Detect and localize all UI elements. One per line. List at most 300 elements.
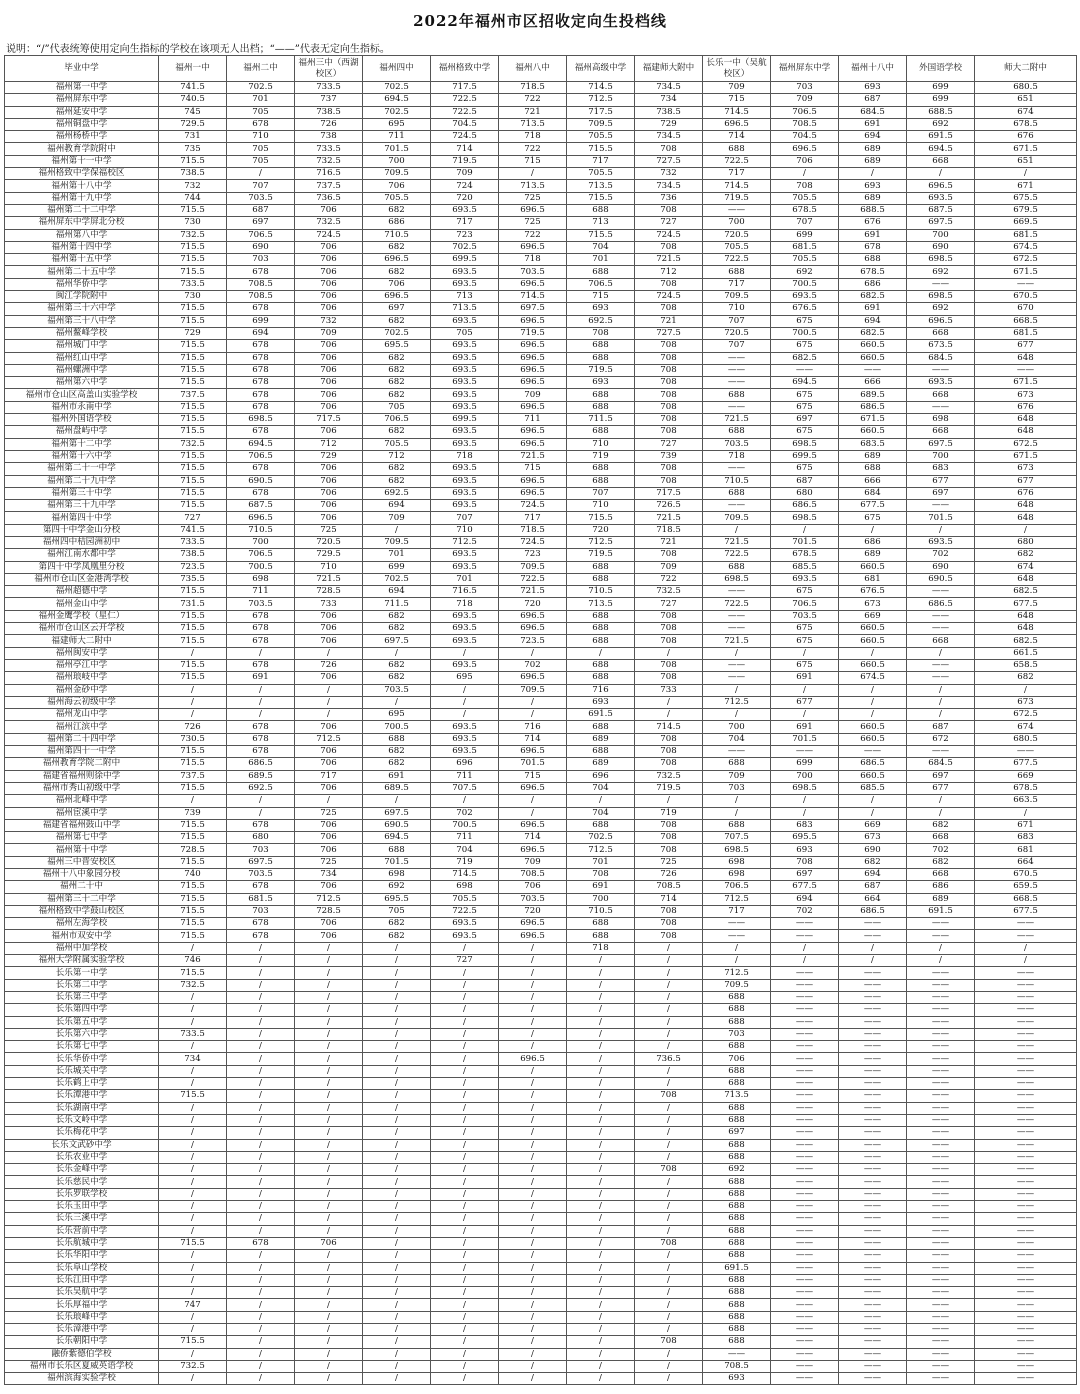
score-cell: 673 [839,832,907,844]
score-cell: 706 [295,426,363,438]
school-name-cell: 福州屏东中学 [5,94,159,106]
score-cell: / [499,1004,567,1016]
score-cell: 708 [635,758,703,770]
score-cell: —— [839,1176,907,1188]
score-cell: 705 [431,327,499,339]
school-name-cell: 福州海云初级中学 [5,696,159,708]
score-cell: / [975,684,1077,696]
score-cell: 693.5 [431,487,499,499]
score-cell: 708 [635,918,703,930]
score-cell: / [227,1311,295,1323]
score-cell: 663.5 [975,795,1077,807]
score-cell: 678 [227,340,295,352]
score-cell: / [295,1065,363,1077]
score-cell: / [363,1250,431,1262]
score-cell: —— [907,1225,975,1237]
score-cell: / [771,942,839,954]
score-cell: 688 [703,991,771,1003]
score-cell: —— [771,1237,839,1249]
score-cell: —— [907,1139,975,1151]
score-cell: 705 [227,106,295,118]
score-cell: / [567,955,635,967]
score-cell: 711 [363,131,431,143]
score-cell: 693.5 [907,377,975,389]
score-cell: / [431,795,499,807]
score-cell: 715.5 [159,315,227,327]
score-cell: 671 [975,180,1077,192]
score-cell: 703.5 [703,438,771,450]
score-cell: 708 [635,426,703,438]
score-cell: / [363,1201,431,1213]
header-target-school: 福州一中 [159,56,227,82]
score-cell: 732.5 [295,217,363,229]
score-cell: / [635,1028,703,1040]
score-cell: 688 [703,143,771,155]
score-cell: 714 [431,143,499,155]
school-name-cell: 福州第四十中学 [5,512,159,524]
score-cell: 682 [363,930,431,942]
score-cell: / [363,1373,431,1385]
score-cell: 696.5 [499,918,567,930]
score-cell: 711.5 [567,414,635,426]
table-row [5,1262,1077,1274]
score-cell: / [499,647,567,659]
score-cell: 669 [975,770,1077,782]
score-cell: 715 [567,291,635,303]
score-cell: 700 [703,217,771,229]
score-cell: 715.5 [159,893,227,905]
score-cell: 688 [703,1201,771,1213]
score-cell: 693.5 [431,918,499,930]
score-cell: —— [771,1139,839,1151]
score-cell: 695 [363,118,431,130]
score-cell: —— [771,1336,839,1348]
table-row [5,1225,1077,1237]
score-cell: / [159,942,227,954]
score-cell: —— [771,746,839,758]
score-cell: / [295,1004,363,1016]
score-cell: 719.5 [703,192,771,204]
score-cell: / [295,1250,363,1262]
table-row [5,1090,1077,1102]
score-cell: / [499,1188,567,1200]
score-cell: / [499,1373,567,1385]
score-cell: —— [839,1373,907,1385]
score-cell: 708 [635,746,703,758]
score-cell: 706.5 [227,229,295,241]
score-cell: 690 [907,561,975,573]
score-cell: 705 [363,401,431,413]
score-cell: 695.5 [363,893,431,905]
score-cell: 714 [703,131,771,143]
score-cell: —— [771,1188,839,1200]
score-cell: 703 [771,82,839,94]
score-cell: 738.5 [295,106,363,118]
score-cell: —— [975,1336,1077,1348]
score-cell: 678 [227,1237,295,1249]
score-cell: 732 [295,315,363,327]
score-cell: —— [975,1028,1077,1040]
score-cell: / [295,1213,363,1225]
score-cell: / [363,1090,431,1102]
table-row [5,1336,1077,1348]
score-cell: 689 [567,758,635,770]
score-cell: 677.5 [975,905,1077,917]
table-row [5,561,1077,573]
score-cell: 678 [227,930,295,942]
score-cell: / [431,1078,499,1090]
score-cell: 682 [839,856,907,868]
score-cell: 677 [771,696,839,708]
school-name-cell: 长乐农业中学 [5,1151,159,1163]
score-cell: / [499,955,567,967]
table-row [5,586,1077,598]
score-cell: / [363,1213,431,1225]
score-cell: 684.5 [907,352,975,364]
score-cell: 675 [771,426,839,438]
score-cell: 708 [635,364,703,376]
score-cell: / [431,1299,499,1311]
table-row [5,536,1077,548]
score-cell: 706 [295,401,363,413]
score-cell: 732.5 [159,1360,227,1372]
score-cell: 729.5 [159,118,227,130]
table-row [5,1176,1077,1188]
score-cell: / [227,168,295,180]
score-cell: —— [839,364,907,376]
score-cell: 715.5 [159,377,227,389]
school-name-cell: 福州第一中学 [5,82,159,94]
score-cell: 687 [839,94,907,106]
score-cell: 708 [635,930,703,942]
score-cell: 696.5 [499,672,567,684]
score-cell: 721.5 [703,635,771,647]
score-cell: 676 [975,131,1077,143]
score-cell: 726 [159,721,227,733]
score-cell: / [227,807,295,819]
table-row [5,979,1077,991]
score-cell: —— [771,1225,839,1237]
score-cell: 717 [567,155,635,167]
score-cell: 708 [635,549,703,561]
score-cell: 705 [363,905,431,917]
score-cell: 678 [227,635,295,647]
score-cell: 711 [499,414,567,426]
score-cell: / [295,1299,363,1311]
score-cell: —— [839,1114,907,1126]
score-cell: / [567,1213,635,1225]
score-cell: / [295,1323,363,1335]
score-cell: 708 [635,1164,703,1176]
score-cell: 660.5 [839,340,907,352]
score-cell: 715.5 [159,254,227,266]
score-cell: 688 [567,340,635,352]
score-cell: / [499,1274,567,1286]
score-cell: 705.5 [363,192,431,204]
score-cell: —— [975,930,1077,942]
score-cell: 682 [363,918,431,930]
score-cell: / [499,1139,567,1151]
score-cell: / [431,684,499,696]
score-cell: 686.5 [771,500,839,512]
score-cell: / [635,1323,703,1335]
score-cell: 696.5 [499,623,567,635]
score-cell: 744 [159,192,227,204]
score-cell: 709 [499,389,567,401]
score-cell: 708 [635,905,703,917]
score-cell: 721.5 [499,586,567,598]
score-cell: —— [771,1287,839,1299]
score-cell: 696.5 [499,1053,567,1065]
score-cell: 708 [635,659,703,671]
score-cell: / [635,696,703,708]
score-cell: 683 [907,463,975,475]
score-cell: 678 [227,659,295,671]
score-cell: 701.5 [499,758,567,770]
score-cell: / [159,1176,227,1188]
score-cell: / [431,1188,499,1200]
score-cell: 708 [635,303,703,315]
table-row [5,1237,1077,1249]
score-cell: —— [907,1336,975,1348]
score-cell: 715.5 [159,1237,227,1249]
score-cell: / [363,1274,431,1286]
score-cell: 713.5 [499,118,567,130]
school-name-cell: 福州第十四中学 [5,241,159,253]
score-cell: / [635,1201,703,1213]
score-cell: 724 [431,180,499,192]
score-cell: 728.5 [295,905,363,917]
score-cell: / [431,1053,499,1065]
school-name-cell: 长乐阜山学校 [5,1262,159,1274]
score-cell: / [363,1360,431,1372]
score-cell: 680.5 [975,82,1077,94]
score-cell: —— [975,1164,1077,1176]
score-cell: —— [907,1078,975,1090]
score-cell: 710.5 [703,475,771,487]
score-cell: / [567,1127,635,1139]
score-cell: 737.5 [159,770,227,782]
score-cell: 732.5 [635,770,703,782]
score-cell: 699 [771,758,839,770]
score-cell: 702 [431,807,499,819]
score-cell: / [635,1262,703,1274]
score-cell: 688 [703,1004,771,1016]
score-cell: 688 [839,254,907,266]
score-cell: 709 [431,168,499,180]
score-cell: —— [975,1114,1077,1126]
score-cell: —— [839,1127,907,1139]
table-body [5,82,1077,1385]
score-cell: / [567,1176,635,1188]
score-cell: / [431,979,499,991]
score-cell: 705.5 [771,254,839,266]
score-cell: 721.5 [295,573,363,585]
score-cell: / [839,795,907,807]
score-cell: / [159,1065,227,1077]
score-cell: 692 [907,303,975,315]
score-cell: 700 [907,450,975,462]
school-name-cell: 长乐第七中学 [5,1041,159,1053]
score-cell: / [295,1373,363,1385]
score-cell: —— [771,1213,839,1225]
score-cell: / [499,991,567,1003]
table-row [5,856,1077,868]
table-row [5,733,1077,745]
score-cell: 695 [363,709,431,721]
header-target-school: 长乐一中（吴航校区） [703,56,771,82]
score-cell: —— [907,1237,975,1249]
score-cell: 729.5 [295,549,363,561]
score-cell: 722 [499,94,567,106]
score-cell: 660.5 [839,561,907,573]
score-cell: 699 [227,315,295,327]
score-cell: 732.5 [159,438,227,450]
score-cell: / [567,1237,635,1249]
score-cell: / [363,1041,431,1053]
score-cell: 747 [159,1299,227,1311]
school-name-cell: 长乐第六中学 [5,1028,159,1040]
score-cell: / [227,1213,295,1225]
score-cell: / [295,795,363,807]
score-cell: / [567,1114,635,1126]
score-cell: 706 [295,278,363,290]
score-cell: 715.5 [159,905,227,917]
table-row [5,1201,1077,1213]
score-cell: 706 [295,782,363,794]
table-row [5,869,1077,881]
score-cell: 676 [975,401,1077,413]
score-cell: 694.5 [227,438,295,450]
score-cell: 669 [839,610,907,622]
score-cell: 721.5 [635,254,703,266]
score-cell: 714.5 [431,869,499,881]
school-name-cell: 福州滨海实验学校 [5,1373,159,1385]
score-cell: 699 [907,94,975,106]
score-cell: 672.5 [975,438,1077,450]
score-cell: 703.5 [227,869,295,881]
score-cell: 690 [839,844,907,856]
score-cell: 688 [567,204,635,216]
score-cell: 682 [363,204,431,216]
score-cell: —— [907,1114,975,1126]
score-cell: / [431,1151,499,1163]
score-cell: / [431,1090,499,1102]
table-row [5,1360,1077,1372]
score-cell: 688 [567,930,635,942]
score-cell: 720 [567,524,635,536]
score-cell: 686 [839,536,907,548]
score-cell: 698 [907,414,975,426]
table-row [5,573,1077,585]
score-cell: 710 [567,500,635,512]
score-cell: 683 [975,832,1077,844]
score-cell: 691 [839,229,907,241]
score-cell: —— [839,1348,907,1360]
score-cell: / [363,1225,431,1237]
score-cell: —— [771,1311,839,1323]
score-cell: 673.5 [907,340,975,352]
score-cell: / [567,1348,635,1360]
score-cell: 706 [295,340,363,352]
score-cell: 708 [635,1336,703,1348]
score-cell: 708 [635,278,703,290]
score-cell: 730.5 [159,733,227,745]
score-cell: 683.5 [839,438,907,450]
score-cell: / [635,1102,703,1114]
score-cell: 738.5 [159,168,227,180]
score-cell: / [295,1311,363,1323]
score-cell: / [295,967,363,979]
score-cell: 708.5 [227,278,295,290]
score-cell: 730 [159,291,227,303]
score-cell: 682 [363,315,431,327]
score-cell: 700.5 [363,721,431,733]
score-cell: / [567,1311,635,1323]
school-name-cell: 福州第三十六中学 [5,303,159,315]
score-cell: / [431,1139,499,1151]
score-cell: 717 [295,770,363,782]
score-cell: 733.5 [295,82,363,94]
score-cell: —— [839,1164,907,1176]
score-cell: 736.5 [635,1053,703,1065]
score-cell: / [567,1287,635,1299]
table-row [5,426,1077,438]
score-cell: 660.5 [839,623,907,635]
score-cell: 725 [295,524,363,536]
score-cell: / [363,1016,431,1028]
score-cell: 688 [703,1176,771,1188]
score-cell: 724.5 [635,229,703,241]
score-cell: —— [975,1127,1077,1139]
score-cell: / [431,1176,499,1188]
score-cell: 688 [567,672,635,684]
header-target-school: 福建师大附中 [635,56,703,82]
school-name-cell: 福州江滨中学 [5,721,159,733]
score-cell: / [431,1127,499,1139]
table-row [5,463,1077,475]
score-cell: —— [907,672,975,684]
score-cell: 715.5 [159,610,227,622]
score-cell: —— [907,1348,975,1360]
school-name-cell: 福州第十一中学 [5,155,159,167]
score-cell: 675 [771,389,839,401]
score-cell: —— [703,377,771,389]
score-cell: 688 [703,561,771,573]
score-cell: 693 [771,844,839,856]
score-cell: 691.5 [703,1262,771,1274]
score-cell: 688 [567,659,635,671]
score-cell: / [431,1348,499,1360]
score-cell: 706 [295,672,363,684]
score-cell: 670.5 [975,291,1077,303]
score-cell: 703.5 [227,598,295,610]
score-cell: 715.5 [159,450,227,462]
school-name-cell: 福州宦溪中学 [5,807,159,819]
score-cell: / [159,1188,227,1200]
school-name-cell: 福州市长乐区夏威英语学校 [5,1360,159,1372]
score-cell: 670 [975,303,1077,315]
score-cell: 699 [363,561,431,573]
score-cell: 688 [567,746,635,758]
score-cell: 725 [295,856,363,868]
score-cell: / [159,1287,227,1299]
score-cell: 660.5 [839,770,907,782]
score-cell: 690 [907,241,975,253]
score-cell: —— [907,1127,975,1139]
score-cell: 712 [363,450,431,462]
score-cell: 703.5 [363,684,431,696]
